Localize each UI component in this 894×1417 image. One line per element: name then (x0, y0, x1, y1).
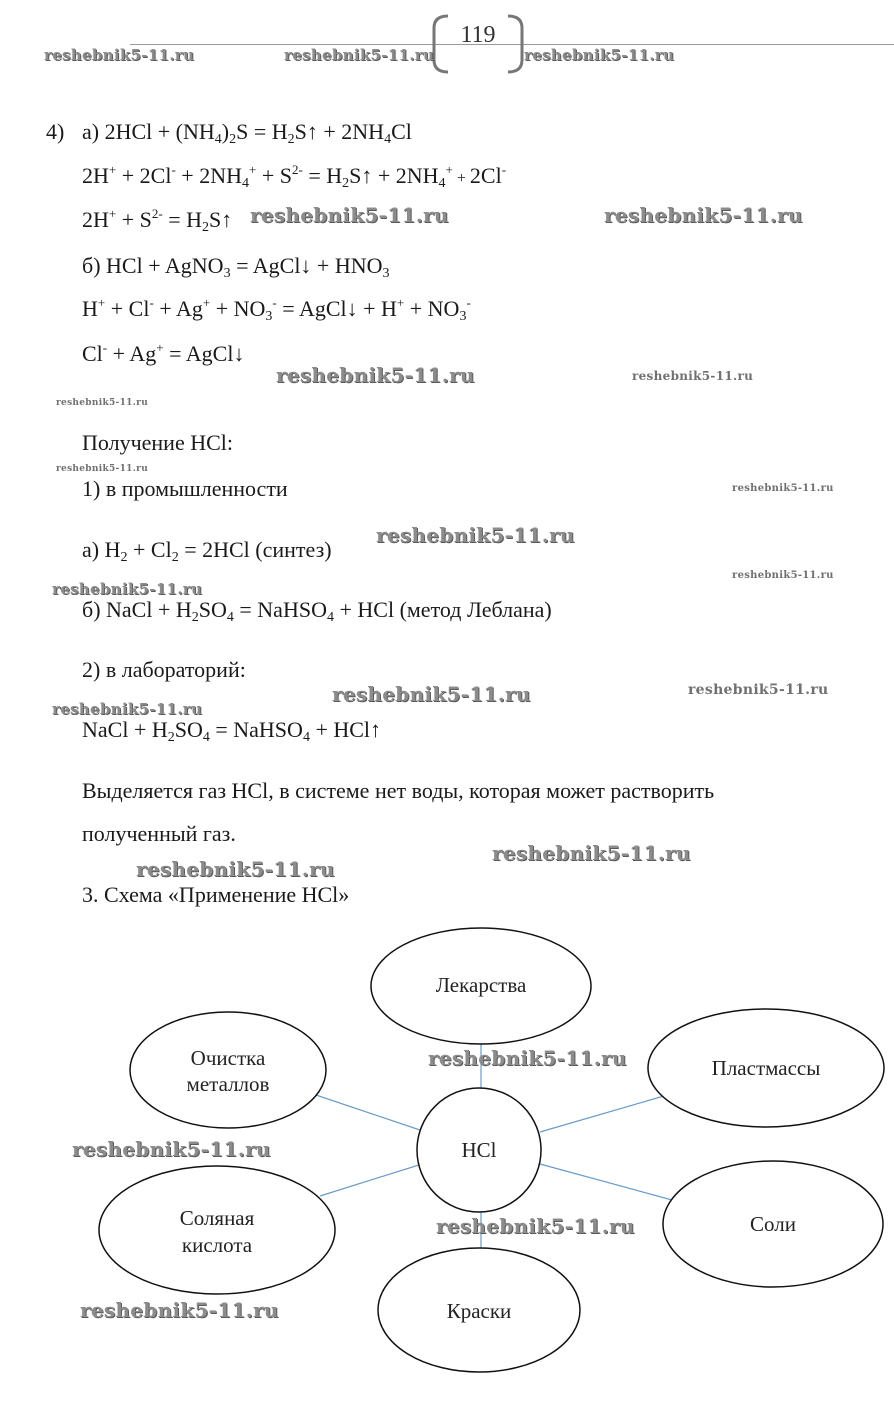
watermark: reshebnik5-11.ru (688, 682, 829, 698)
watermark: reshebnik5-11.ru (56, 398, 149, 408)
label-acid-2: кислота (181, 1233, 253, 1257)
watermark: reshebnik5-11.ru (52, 700, 203, 718)
equation-b-molecular: б) HCl + AgNO$_3$ = AgCl↓ + $HNO_3$ (82, 253, 390, 281)
industry-equation-a: а) $H_2 + Cl_2 = 2HCl$ (синтез) (82, 537, 332, 565)
label-plastics: Пластмассы (711, 1056, 821, 1080)
connector-acid (320, 1164, 422, 1196)
watermark: reshebnik5-11.ru (492, 841, 691, 865)
section-title: Получение HCl: (82, 430, 234, 455)
label-hcl-center: HCl (461, 1138, 497, 1162)
watermark: reshebnik5-11.ru (276, 363, 475, 387)
watermark: reshebnik5-11.ru (732, 570, 834, 581)
connector-metal-cleaning (316, 1095, 420, 1130)
watermark: reshebnik5-11.ru (52, 580, 203, 598)
conclusion-line-1: Выделяется газ HCl, в системе нет воды, которая может растворить (82, 778, 715, 803)
label-medicines: Лекарства (435, 973, 527, 997)
watermark: reshebnik5-11.ru (44, 46, 195, 64)
label-metal-cleaning-1: Очистка (190, 1046, 266, 1070)
watermark: reshebnik5-11.ru (732, 483, 834, 494)
equation-b-short-ionic: Cl- + Ag+ = AgCl↓ (82, 340, 245, 366)
label-metal-cleaning-2: металлов (186, 1072, 270, 1096)
watermark: reshebnik5-11.ru (56, 464, 149, 474)
watermark: reshebnik5-11.ru (524, 46, 675, 64)
label-acid-1: Соляная (179, 1206, 255, 1230)
label-salts: Соли (750, 1212, 796, 1236)
industry-heading: 1) в промышленности (82, 476, 288, 501)
watermark: reshebnik5-11.ru (436, 1214, 635, 1238)
watermark: reshebnik5-11.ru (284, 46, 435, 64)
scheme-title: 3. Схема «Применение HCl» (82, 882, 350, 907)
item4-number: 4) (46, 119, 65, 144)
equation-a-short-ionic: $2H^+ + S^{2-}$ = $H_2S↑$ (82, 206, 233, 235)
watermark: reshebnik5-11.ru (332, 682, 531, 706)
watermark: reshebnik5-11.ru (376, 523, 575, 547)
lab-heading: 2) в лабораторий: (82, 657, 246, 682)
watermark: reshebnik5-11.ru (428, 1046, 627, 1070)
label-paints: Краски (446, 1299, 512, 1323)
watermark: reshebnik5-11.ru (80, 1298, 279, 1322)
lab-equation: NaCl + $H_2SO_4$ = NaHSO$_4$ + HCl↑ (82, 717, 382, 745)
watermark: reshebnik5-11.ru (604, 203, 803, 227)
page-number: 119 (460, 22, 496, 48)
watermark: reshebnik5-11.ru (250, 203, 449, 227)
equation-b-full-ionic: $H^+ + Cl^- + Ag^+ + NO_3^-$ = AgCl↓ + $H^+ + NO_3^-$ (82, 295, 471, 324)
watermark: reshebnik5-11.ru (72, 1137, 271, 1161)
industry-equation-b: б) NaCl + $H_2SO_4$ = NaHSO$_4$ + HCl (метод Леблана) (82, 597, 552, 625)
connector-plastics (540, 1096, 664, 1132)
connector-salts (540, 1164, 672, 1200)
watermark: reshebnik5-11.ru (632, 369, 754, 383)
watermark: reshebnik5-11.ru (136, 857, 335, 881)
conclusion-line-2: полученный газ. (82, 821, 236, 846)
equation-a-full-ionic: $2H^+ + 2Cl^- + 2NH_4^+ + S^{2-}$ = $H_2S↑ + 2NH_4^+ + 2Cl^-$ (82, 162, 507, 191)
equation-a-molecular: а) $2HCl + (NH_4)_2S$ = $H_2S↑ + 2NH_4Cl$ (82, 119, 412, 147)
